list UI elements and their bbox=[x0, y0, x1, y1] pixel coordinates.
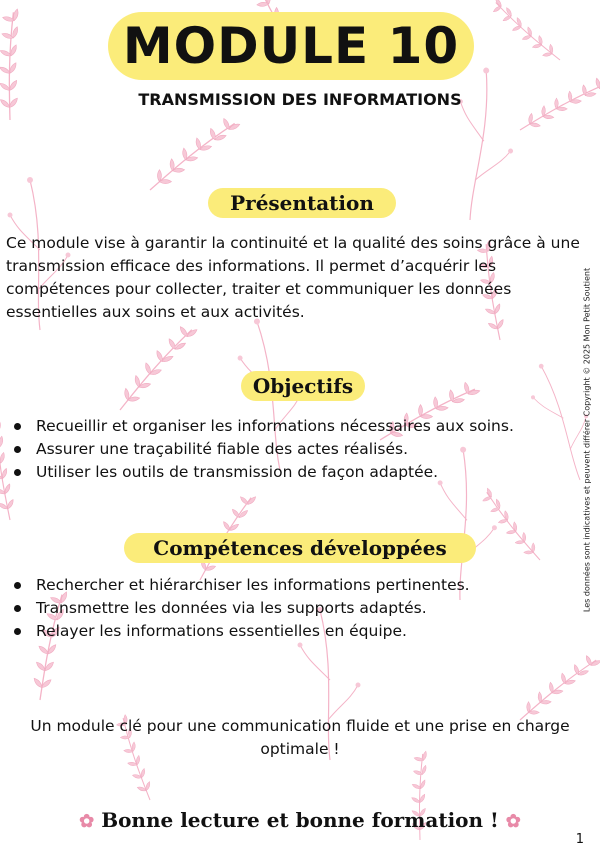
list-item bbox=[6, 438, 586, 461]
final-message: Bonne lecture et bonne formation ! bbox=[101, 808, 499, 832]
final-message-line bbox=[0, 808, 600, 832]
skills-list bbox=[6, 574, 586, 643]
skill-text: Transmettre les données via les supports adaptés. bbox=[36, 599, 427, 617]
bullet-icon bbox=[14, 469, 21, 476]
objective-text: Utiliser les outils de transmission de façon adaptée. bbox=[36, 463, 439, 481]
list-item bbox=[6, 415, 586, 438]
flower-icon: ✿ bbox=[79, 811, 95, 832]
page-number: 1 bbox=[575, 832, 584, 847]
objectives-heading: Objectifs bbox=[252, 374, 354, 398]
bullet-icon bbox=[14, 628, 21, 635]
objective-text: Assurer une traçabilité fiable des actes réalisés. bbox=[36, 440, 408, 458]
module-subtitle: TRANSMISSION DES INFORMATIONS bbox=[138, 90, 462, 109]
skills-heading: Compétences développées bbox=[153, 536, 447, 560]
objectives-list bbox=[6, 415, 586, 484]
flower-icon: ✿ bbox=[505, 811, 521, 832]
skill-text: Relayer les informations essentielles en équipe. bbox=[36, 622, 407, 640]
module-title-banner bbox=[108, 12, 474, 80]
presentation-heading-banner bbox=[208, 188, 396, 218]
objective-text: Recueillir et organiser les informations nécessaires aux soins. bbox=[36, 417, 514, 435]
list-item bbox=[6, 574, 586, 597]
skill-text: Rechercher et hiérarchiser les informations pertinentes. bbox=[36, 576, 470, 594]
presentation-text: Ce module vise à garantir la continuité et la qualité des soins grâce à une transmission efficace des informations. Il permet d’acquérir les compétences pour collecter, traiter et communiquer les données essentielles aux soins et aux activités. bbox=[6, 234, 580, 321]
list-item bbox=[6, 461, 586, 484]
module-title: MODULE 10 bbox=[122, 17, 460, 75]
objectives-heading-banner bbox=[241, 371, 365, 401]
list-item bbox=[6, 597, 586, 620]
bullet-icon bbox=[14, 423, 21, 430]
skills-heading-banner bbox=[124, 533, 476, 563]
closing-statement: Un module clé pour une communication fluide et une prise en charge optimale ! bbox=[30, 717, 570, 758]
presentation-heading: Présentation bbox=[230, 191, 374, 215]
bullet-icon bbox=[14, 446, 21, 453]
bullet-icon bbox=[14, 582, 21, 589]
bullet-icon bbox=[14, 605, 21, 612]
copyright-text: Les données sont indicatives et peuvent différer Copyright © 2025 Mon Petit Soutient bbox=[582, 267, 592, 613]
list-item bbox=[6, 620, 586, 643]
